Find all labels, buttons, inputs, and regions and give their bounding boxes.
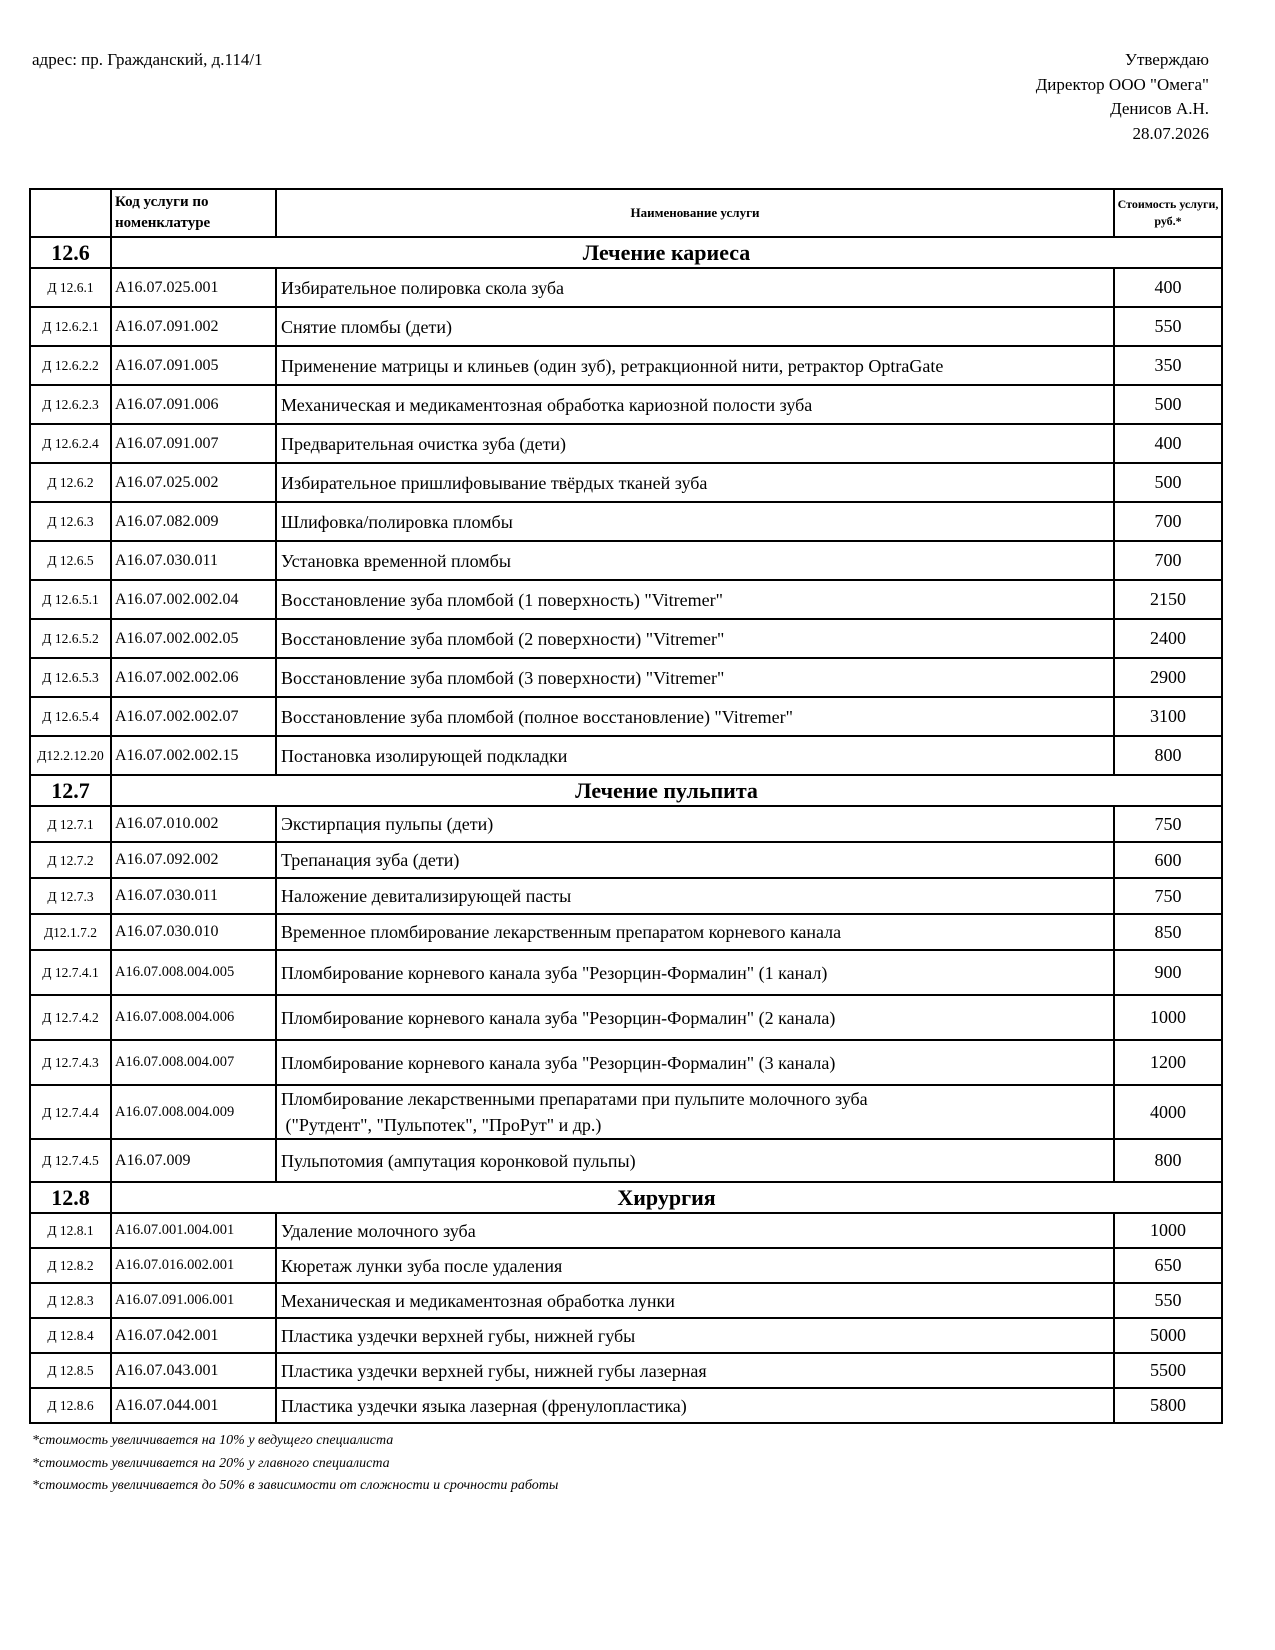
row-name: Пломбирование корневого канала зуба "Резорцин-Формалин" (1 канал) (276, 950, 1114, 995)
row-number: Д12.2.12.20 (30, 736, 111, 775)
row-price: 850 (1114, 914, 1222, 950)
row-code: A16.07.091.006 (111, 385, 276, 424)
table-row (30, 697, 1222, 736)
row-code: A16.07.016.002.001 (111, 1248, 276, 1283)
table-row (30, 463, 1222, 502)
row-name: Пластика уздечки верхней губы, нижней губы лазерная (276, 1353, 1114, 1388)
row-name (276, 1085, 1114, 1139)
row-price: 2900 (1114, 658, 1222, 697)
row-number: Д 12.8.1 (30, 1213, 111, 1248)
row-number: Д 12.7.1 (30, 806, 111, 842)
row-price: 750 (1114, 806, 1222, 842)
approval-block (1036, 48, 1209, 146)
row-code: A16.07.002.002.05 (111, 619, 276, 658)
row-number: Д12.1.7.2 (30, 914, 111, 950)
header-price-cell: Стоимость услуги, руб.* (1114, 189, 1222, 237)
row-name-line-2: ("Рутдент", "Пульпотек", "ПроРут" и др.) (281, 1115, 602, 1135)
row-code: A16.07.043.001 (111, 1353, 276, 1388)
table-row (30, 736, 1222, 775)
row-number: Д 12.8.3 (30, 1283, 111, 1318)
row-price: 400 (1114, 268, 1222, 307)
table-row (30, 950, 1222, 995)
row-price: 600 (1114, 842, 1222, 878)
table-row (30, 842, 1222, 878)
row-price: 400 (1114, 424, 1222, 463)
table-row (30, 619, 1222, 658)
row-name: Постановка изолирующей подкладки (276, 736, 1114, 775)
row-code: A16.07.002.002.06 (111, 658, 276, 697)
row-price: 5000 (1114, 1318, 1222, 1353)
row-price: 1000 (1114, 995, 1222, 1040)
row-price: 900 (1114, 950, 1222, 995)
header-code-cell: Код услуги по номенклатуре (111, 189, 276, 237)
table-row (30, 502, 1222, 541)
row-code: A16.07.009 (111, 1139, 276, 1182)
row-number: Д 12.7.2 (30, 842, 111, 878)
row-name: Пластика уздечки верхней губы, нижней губы (276, 1318, 1114, 1353)
row-number: Д 12.6.3 (30, 502, 111, 541)
row-number: Д 12.6.2.3 (30, 385, 111, 424)
approval-title: Утверждаю (1124, 50, 1209, 69)
row-code: A16.07.025.001 (111, 268, 276, 307)
row-number: Д 12.6.5.2 (30, 619, 111, 658)
section-row (30, 237, 1222, 268)
table-row (30, 1085, 1222, 1139)
row-name: Механическая и медикаментозная обработка кариозной полости зуба (276, 385, 1114, 424)
row-code: A16.07.042.001 (111, 1318, 276, 1353)
footnote: *стоимость увеличивается на 20% у главного специалиста (32, 1455, 390, 1471)
section-number: 12.7 (30, 775, 111, 806)
table-row (30, 1318, 1222, 1353)
row-number: Д 12.6.2 (30, 463, 111, 502)
row-number: Д 12.6.5.3 (30, 658, 111, 697)
row-name: Трепанация зуба (дети) (276, 842, 1114, 878)
table-row (30, 424, 1222, 463)
section-row (30, 1182, 1222, 1213)
table-row (30, 1040, 1222, 1085)
row-price: 550 (1114, 1283, 1222, 1318)
row-code: A16.07.002.002.15 (111, 736, 276, 775)
row-number: Д 12.6.1 (30, 268, 111, 307)
row-number: Д 12.8.5 (30, 1353, 111, 1388)
footnote: *стоимость увеличивается до 50% в зависимости от сложности и срочности работы (32, 1478, 559, 1493)
row-number: Д 12.6.5.4 (30, 697, 111, 736)
row-price: 5800 (1114, 1388, 1222, 1423)
section-title: Лечение пульпита (111, 775, 1222, 806)
row-name: Установка временной пломбы (276, 541, 1114, 580)
row-number: Д 12.6.5 (30, 541, 111, 580)
footnotes (32, 1430, 558, 1498)
row-name: Наложение девитализирующей пасты (276, 878, 1114, 914)
row-price: 700 (1114, 541, 1222, 580)
row-code: A16.07.030.010 (111, 914, 276, 950)
row-price: 4000 (1114, 1085, 1222, 1139)
row-name: Восстановление зуба пломбой (3 поверхности) "Vitremer" (276, 658, 1114, 697)
row-name: Временное пломбирование лекарственным препаратом корневого канала (276, 914, 1114, 950)
row-number: Д 12.7.3 (30, 878, 111, 914)
row-code: A16.07.001.004.001 (111, 1213, 276, 1248)
section-title: Лечение кариеса (111, 237, 1222, 268)
row-price: 5500 (1114, 1353, 1222, 1388)
row-number: Д 12.7.4.2 (30, 995, 111, 1040)
table-row (30, 995, 1222, 1040)
row-code: A16.07.008.004.005 (111, 950, 276, 995)
table-row (30, 914, 1222, 950)
table-row (30, 1248, 1222, 1283)
section-title: Хирургия (111, 1182, 1222, 1213)
row-code: A16.07.002.002.07 (111, 697, 276, 736)
table-row (30, 878, 1222, 914)
table-row (30, 580, 1222, 619)
row-name: Экстирпация пульпы (дети) (276, 806, 1114, 842)
row-code: A16.07.091.007 (111, 424, 276, 463)
row-code: A16.07.030.011 (111, 541, 276, 580)
row-name: Восстановление зуба пломбой (полное восстановление) "Vitremer" (276, 697, 1114, 736)
table-row (30, 541, 1222, 580)
row-code: A16.07.008.004.006 (111, 995, 276, 1040)
row-price: 800 (1114, 1139, 1222, 1182)
header-name-cell: Наименование услуги (276, 189, 1114, 237)
row-number: Д 12.7.4.5 (30, 1139, 111, 1182)
row-number: Д 12.6.2.4 (30, 424, 111, 463)
row-code: A16.07.002.002.04 (111, 580, 276, 619)
row-name: Удаление молочного зуба (276, 1213, 1114, 1248)
row-number: Д 12.7.4.4 (30, 1085, 111, 1139)
row-code: A16.07.082.009 (111, 502, 276, 541)
header-num-cell (30, 189, 111, 237)
row-name: Пломбирование корневого канала зуба "Резорцин-Формалин" (2 канала) (276, 995, 1114, 1040)
row-price: 750 (1114, 878, 1222, 914)
row-name: Снятие пломбы (дети) (276, 307, 1114, 346)
approval-position: Директор ООО "Омега" (1035, 74, 1209, 94)
row-code: A16.07.008.004.007 (111, 1040, 276, 1085)
table-row (30, 806, 1222, 842)
row-name: Применение матрицы и клиньев (один зуб), ретракционной нити, ретрактор OptraGate (276, 346, 1114, 385)
row-number: Д 12.7.4.3 (30, 1040, 111, 1085)
row-name: Пломбирование корневого канала зуба "Резорцин-Формалин" (3 канала) (276, 1040, 1114, 1085)
row-price: 700 (1114, 502, 1222, 541)
row-code: A16.07.091.006.001 (111, 1283, 276, 1318)
row-name-line-1: Пломбирование лекарственными препаратами при пульпите молочного зуба (281, 1089, 868, 1109)
footnote: *стоимость увеличивается на 10% у ведущего специалиста (32, 1433, 394, 1448)
row-number: Д 12.6.2.1 (30, 307, 111, 346)
table-row (30, 307, 1222, 346)
table-row (30, 658, 1222, 697)
row-price: 500 (1114, 463, 1222, 502)
approval-date: 28.07.2026 (1132, 123, 1209, 143)
section-row (30, 775, 1222, 806)
row-number: Д 12.8.6 (30, 1388, 111, 1423)
row-price: 2400 (1114, 619, 1222, 658)
row-name: Предварительная очистка зуба (дети) (276, 424, 1114, 463)
price-list-table (29, 188, 1223, 1424)
row-number: Д 12.8.4 (30, 1318, 111, 1353)
row-code: A16.07.092.002 (111, 842, 276, 878)
row-number: Д 12.8.2 (30, 1248, 111, 1283)
row-name: Механическая и медикаментозная обработка лунки (276, 1283, 1114, 1318)
row-number: Д 12.6.2.2 (30, 346, 111, 385)
row-name: Кюретаж лунки зуба после удаления (276, 1248, 1114, 1283)
table-row (30, 346, 1222, 385)
row-price: 800 (1114, 736, 1222, 775)
row-price: 3100 (1114, 697, 1222, 736)
row-code: A16.07.091.005 (111, 346, 276, 385)
table-row (30, 1283, 1222, 1318)
table-row (30, 1353, 1222, 1388)
row-code: A16.07.091.002 (111, 307, 276, 346)
row-number: Д 12.7.4.1 (30, 950, 111, 995)
row-code: A16.07.044.001 (111, 1388, 276, 1423)
table-row (30, 1388, 1222, 1423)
clinic-address: адрес: пр. Гражданский, д.114/1 (32, 50, 263, 69)
row-price: 650 (1114, 1248, 1222, 1283)
section-number: 12.8 (30, 1182, 111, 1213)
row-price: 1200 (1114, 1040, 1222, 1085)
row-code: A16.07.025.002 (111, 463, 276, 502)
section-number: 12.6 (30, 237, 111, 268)
row-price: 500 (1114, 385, 1222, 424)
row-number: Д 12.6.5.1 (30, 580, 111, 619)
row-price: 350 (1114, 346, 1222, 385)
table-row (30, 1213, 1222, 1248)
row-code: A16.07.030.011 (111, 878, 276, 914)
table-row (30, 385, 1222, 424)
row-price: 550 (1114, 307, 1222, 346)
row-name: Избирательное пришлифовывание твёрдых тканей зуба (276, 463, 1114, 502)
table-row (30, 1139, 1222, 1182)
row-name: Избирательное полировка скола зуба (276, 268, 1114, 307)
row-name: Пластика уздечки языка лазерная (френулопластика) (276, 1388, 1114, 1423)
row-name: Шлифовка/полировка пломбы (276, 502, 1114, 541)
row-name: Восстановление зуба пломбой (2 поверхности) "Vitremer" (276, 619, 1114, 658)
row-code: A16.07.010.002 (111, 806, 276, 842)
row-price: 1000 (1114, 1213, 1222, 1248)
row-name: Восстановление зуба пломбой (1 поверхность) "Vitremer" (276, 580, 1114, 619)
row-price: 2150 (1114, 580, 1222, 619)
table-header-row (30, 189, 1222, 237)
approval-signer: Денисов А.Н. (1110, 99, 1209, 118)
row-name: Пульпотомия (ампутация коронковой пульпы) (276, 1139, 1114, 1182)
row-code: A16.07.008.004.009 (111, 1085, 276, 1139)
table-row (30, 268, 1222, 307)
